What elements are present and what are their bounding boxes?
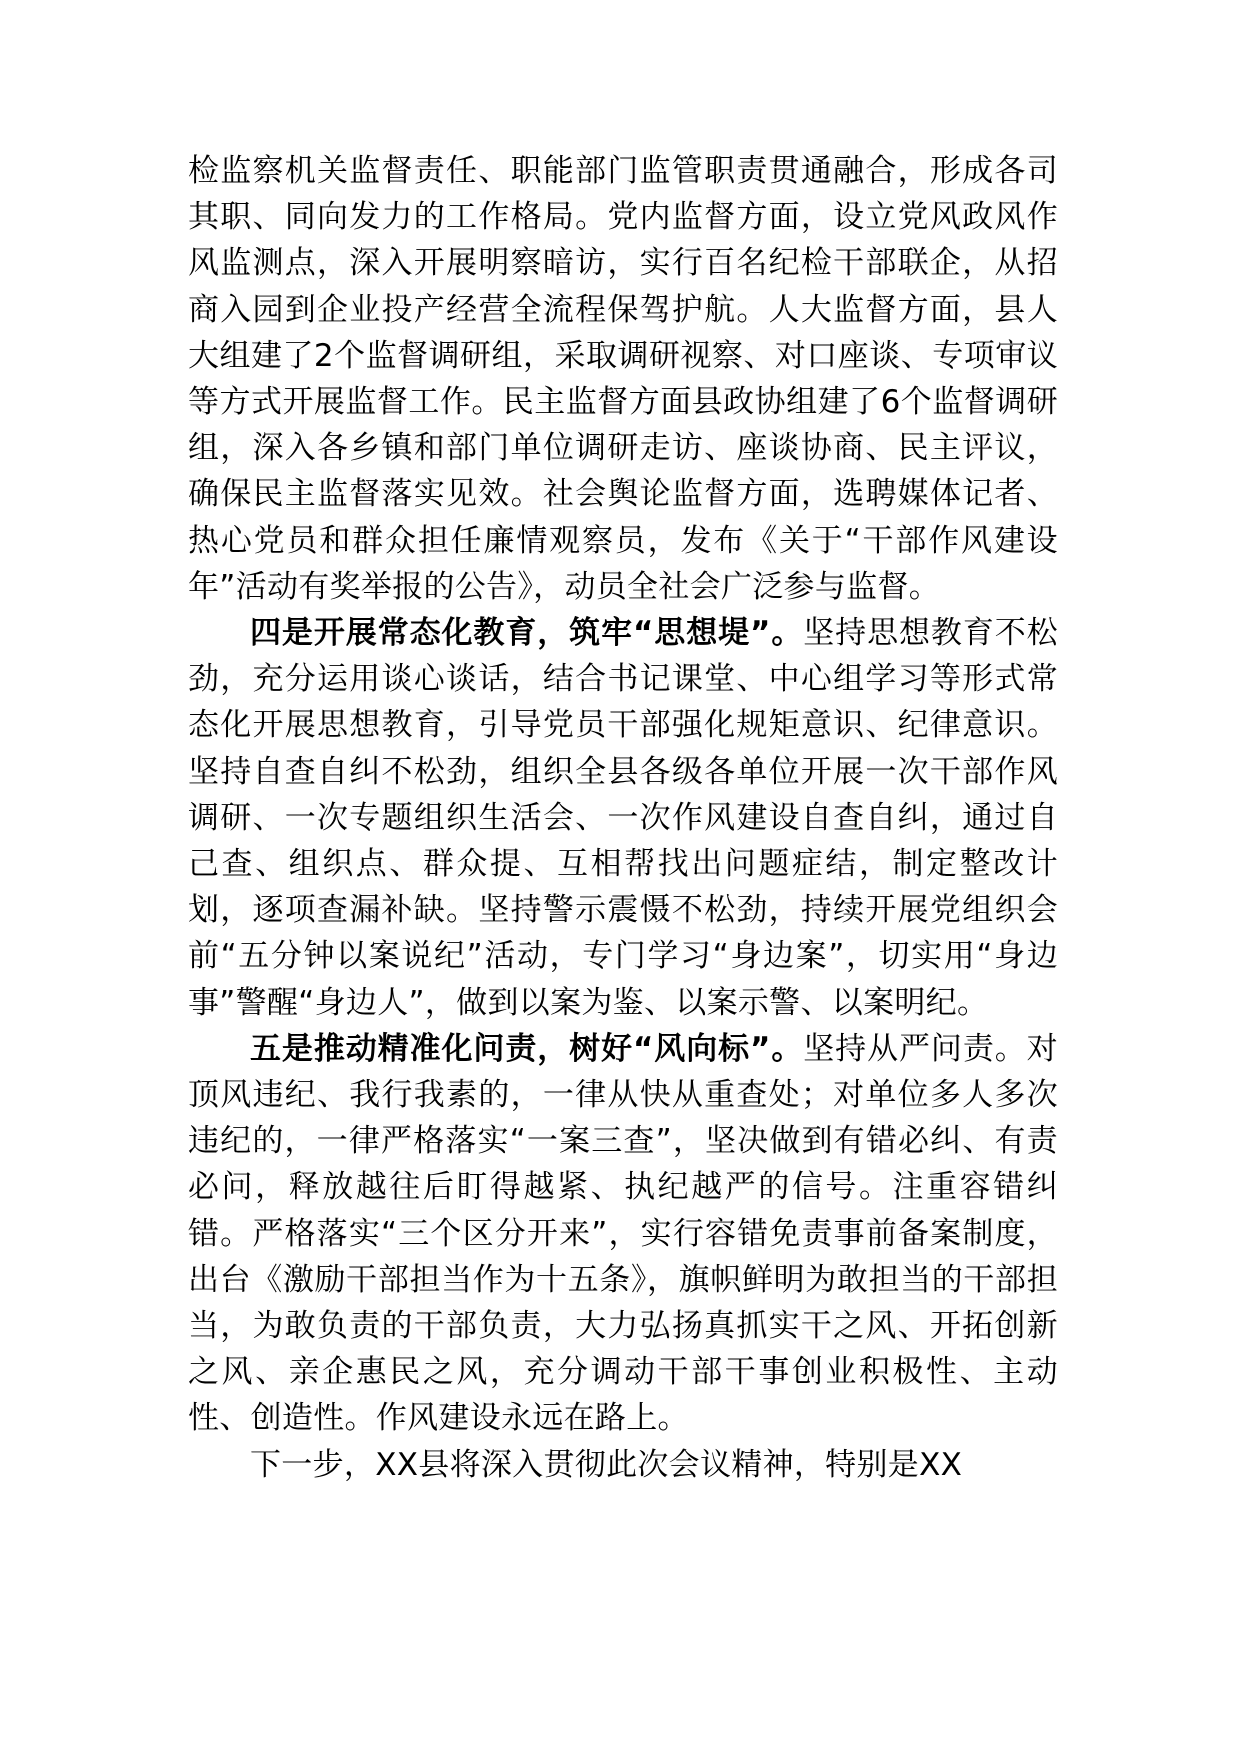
paragraph-education <box>188 610 1058 1026</box>
paragraph-next-step <box>188 1442 1058 1488</box>
paragraph-body: 下一步，XX县将深入贯彻此次会议精神，特别是XX <box>250 1446 963 1483</box>
paragraph-accountability <box>188 1026 1058 1442</box>
paragraph-supervision <box>188 148 1058 610</box>
paragraph-body: 检监察机关监督责任、职能部门监管职责贯通融合，形成各司其职、同向发力的工作格局。党内监督方面，设立党风政风作风监测点，深入开展明察暗访，实行百名纪检干部联企，从招商入园到企业投产经营全流程保驾护航。人大监督方面，县人大组建了2个监督调研组，采取调研视察、对口座谈、专项审议等方式开展监督工作。民主监督方面县政协组建了6个监督调研组，深入各乡镇和部门单位调研走访、座谈协商、民主评议，确保民主监督落实见效。社会舆论监督方面，选聘媒体记者、热心党员和群众担任廉情观察员，发布《关于“干部作风建设年”活动有奖举报的公告》，动员全社会广泛参与监督。 <box>188 153 1058 605</box>
paragraph-heading: 四是开展常态化教育，筑牢“思想堤”。 <box>250 615 804 652</box>
paragraph-heading: 五是推动精准化问责，树好“风向标”。 <box>250 1030 804 1067</box>
document-body <box>188 148 1058 1488</box>
paragraph-body: 坚持从严问责。对顶风违纪、我行我素的，一律从快从重查处；对单位多人多次违纪的，一律严格落实“一案三查”，坚决做到有错必纠、有责必问，释放越往后盯得越紧、执纪越严的信号。注重容错纠错。严格落实“三个区分开来”，实行容错免责事前备案制度，出台《激励干部担当作为十五条》，旗帜鲜明为敢担当的干部担当，为敢负责的干部负责，大力弘扬真抓实干之风、开拓创新之风、亲企惠民之风，充分调动干部干事创业积极性、主动性、创造性。作风建设永远在路上。 <box>188 1030 1058 1437</box>
paragraph-body: 坚持思想教育不松劲，充分运用谈心谈话，结合书记课堂、中心组学习等形式常态化开展思想教育，引导党员干部强化规矩意识、纪律意识。坚持自查自纠不松劲，组织全县各级各单位开展一次干部作风调研、一次专题组织生活会、一次作风建设自查自纠，通过自己查、组织点、群众提、互相帮找出问题症结，制定整改计划，逐项查漏补缺。坚持警示震慑不松劲，持续开展党组织会前“五分钟以案说纪”活动，专门学习“身边案”，切实用“身边事”警醒“身边人”，做到以案为鉴、以案示警、以案明纪。 <box>188 615 1058 1021</box>
